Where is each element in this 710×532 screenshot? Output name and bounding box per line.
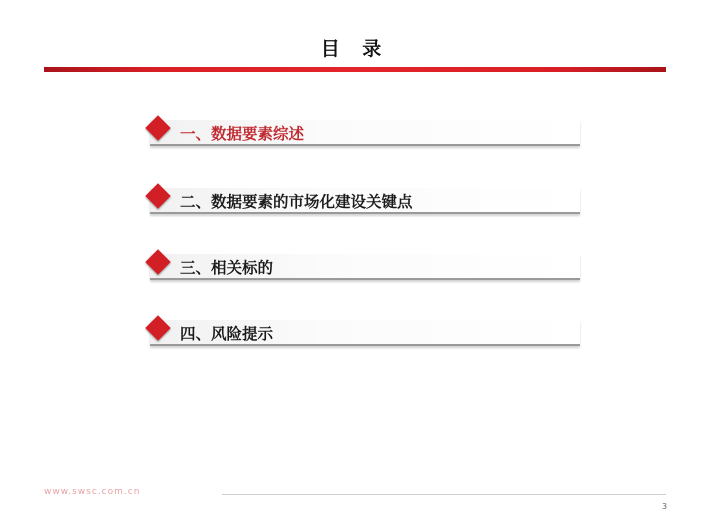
footer-url: www.swsc.com.cn xyxy=(44,487,141,497)
footer-divider xyxy=(222,494,666,495)
toc-item-1 xyxy=(150,120,580,146)
toc-item-label: 四、风险提示 xyxy=(180,325,274,343)
diamond-bullet-icon xyxy=(145,315,170,340)
diamond-bullet-icon xyxy=(145,249,170,274)
page-number: 3 xyxy=(662,502,668,511)
title-divider xyxy=(44,67,666,72)
diamond-bullet-icon xyxy=(145,183,170,208)
toc-item-label: 一、数据要素综述 xyxy=(180,125,305,143)
diamond-bullet-icon xyxy=(145,115,170,140)
toc-item-4 xyxy=(150,320,580,346)
toc-item-label: 二、数据要素的市场化建设关键点 xyxy=(180,193,413,211)
slide-title: 目 录 xyxy=(320,38,390,60)
toc-item-label: 三、相关标的 xyxy=(180,259,274,277)
toc-item-3 xyxy=(150,254,580,280)
toc-item-2 xyxy=(150,188,580,214)
